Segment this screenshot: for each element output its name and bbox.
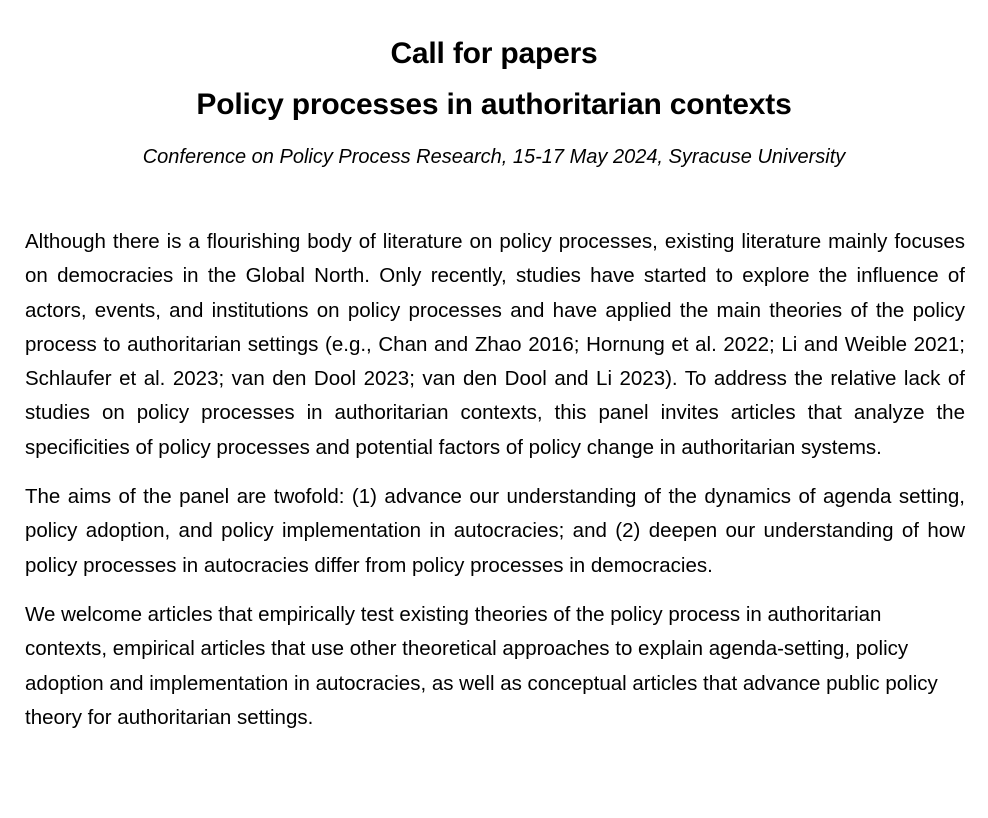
paragraph-invitation: We welcome articles that empirically test existing theories of the policy process in authoritarian contexts, empirical articles that use other theoretical approaches to explain agenda-setting, policy adoption and implementation in autocracies, as well as conceptual articles that advance public policy theory for authoritarian settings.	[25, 602, 938, 729]
paragraph-background: Although there is a flourishing body of literature on policy processes, existing literature mainly focuses on democracies in the Global North. Only recently, studies have started to explore the influence of actors, events, and institutions on policy processes and have applied the main theories of the policy process to authoritarian settings (e.g., Chan and Zhao 2016; Hornung et al. 2022; Li and Weible 2021; Schlaufer et al. 2023; van den Dool 2023; van den Dool and Li 2023). To address the relative lack of studies on policy processes in authoritarian contexts, this panel invites articles that analyze the specificities of policy processes and potential factors of policy change in authoritarian systems.	[25, 230, 965, 459]
conference-subtitle: Conference on Policy Process Research, 15-17 May 2024, Syracuse University	[142, 146, 846, 168]
paragraph-aims: The aims of the panel are twofold: (1) advance our understanding of the dynamics of agenda setting, policy adoption, and policy implementation in autocracies; and (2) deepen our understanding of how policy processes in autocracies differ from policy processes in democracies.	[25, 485, 965, 577]
document-body	[25, 225, 965, 750]
document-heading: Call for papers	[390, 37, 598, 70]
document-title: Policy processes in authoritarian contexts	[196, 88, 792, 121]
